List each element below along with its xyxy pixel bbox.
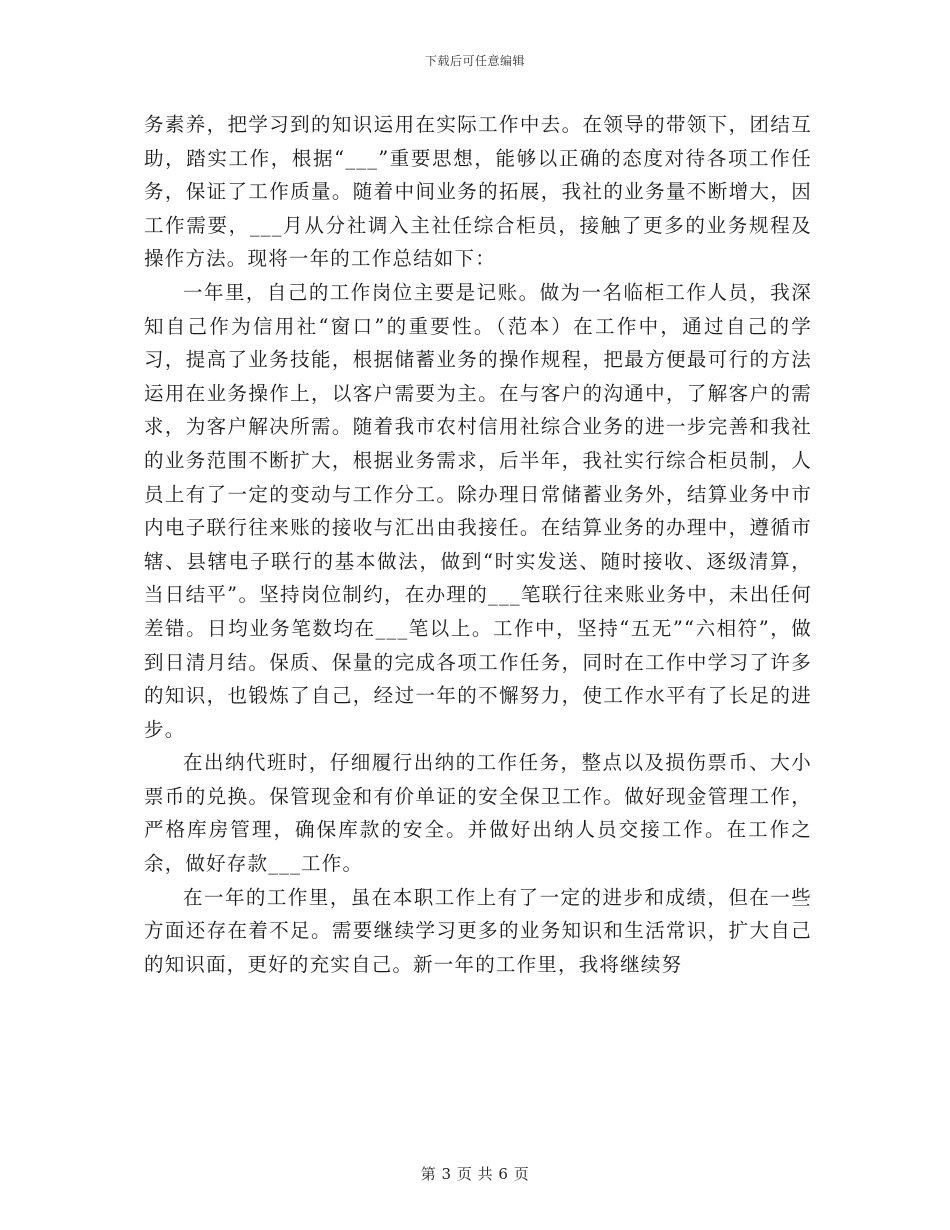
paragraph-cashier-duties: 在出纳代班时，仔细履行出纳的工作任务，整点以及损伤票币、大小票币的兑换。保管现金和有价单证的安全保卫工作。做好现金管理工作，严格库房管理，确保库款的安全。并做好出纳人员交接工作。在工作之余，做好存款___工作。 — [144, 751, 812, 876]
document-body — [144, 108, 812, 981]
page-header-note: 下载后可任意编辑 — [424, 54, 525, 68]
paragraph-accounting-duties: 一年里，自己的工作岗位主要是记账。做为一名临柜工作人员，我深知自己作为信用社“窗口”的重要性。（范本）在工作中，通过自己的学习，提高了业务技能，根据储蓄业务的操作规程，把最方便最可行的方法运用在业务操作上，以客户需要为主。在与客户的沟通中，了解客户的需求，为客户解决所需。随着我市农村信用社综合业务的进一步完善和我社的业务范围不断扩大，根据业务需求，后半年，我社实行综合柜员制，人员上有了一定的变动与工作分工。除办理日常储蓄业务外，结算业务中市内电子联行往来账的接收与汇出由我接任。在结算业务的办理中，遵循市辖、县辖电子联行的基本做法，做到“时实发送、随时接收、逐级清算，当日结平”。坚持岗位制约，在办理的___笔联行往来账业务中，未出任何差错。日均业务笔数均在___笔以上。工作中，坚持“五无”“六相符”，做到日清月结。保质、保量的完成各项工作任务，同时在工作中学习了许多的知识，也锻炼了自己，经过一年的不懈努力，使工作水平有了长足的进步。 — [144, 280, 812, 741]
paragraph-continuation: 务素养，把学习到的知识运用在实际工作中去。在领导的带领下，团结互助，踏实工作，根据“___”重要思想，能够以正确的态度对待各项工作任务，保证了工作质量。随着中间业务的拓展，我社的业务量不断增大，因工作需要，___月从分社调入主社任综合柜员，接触了更多的业务规程及操作方法。现将一年的工作总结如下： — [144, 113, 812, 271]
paragraph-shortcomings: 在一年的工作里，虽在本职工作上有了一定的进步和成绩，但在一些方面还存在着不足。需要继续学习更多的业务知识和生活常识，扩大自己的知识面，更好的充实自己。新一年的工作里，我将继续努 — [144, 885, 812, 976]
page-number-footer: 第 3 页 共 6 页 — [420, 1165, 530, 1183]
